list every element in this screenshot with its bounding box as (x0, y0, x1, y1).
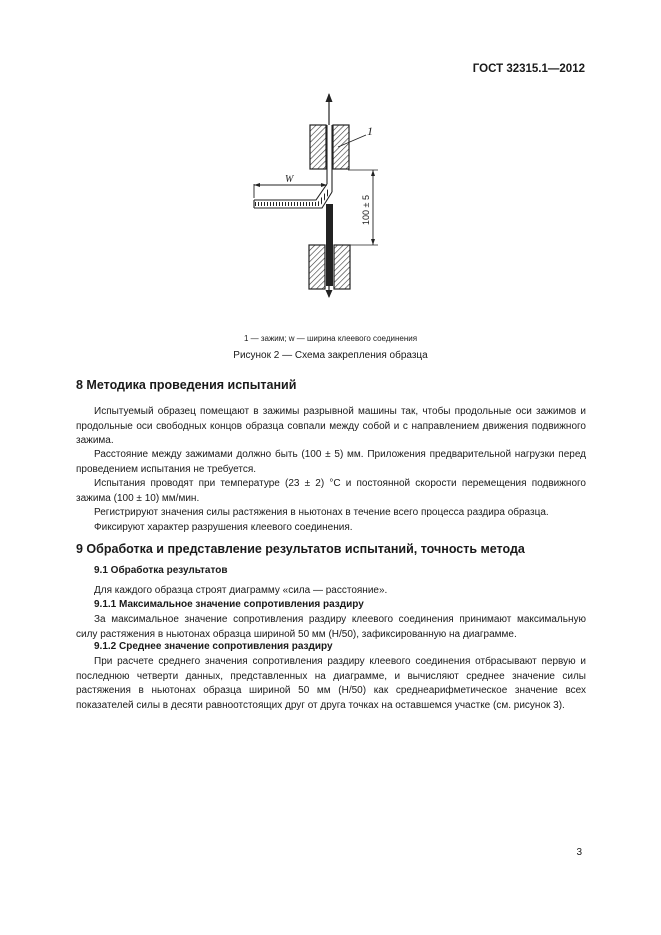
section-9-1-1-paragraph: За максимальное значение сопротивления раздиру клеевого соединения принимают максимальную силу растяжения в ньютонах образца шириной 50 мм (Н/50), зафиксированную на диаграмме. (76, 614, 586, 640)
section-8-paragraph-3: Испытания проводят при температуре (23 ± 2) °С и постоянной скорости перемещения подвижного зажима (100 ± 10) мм/мин. (76, 478, 586, 504)
section-9-1-2-heading: 9.1.2 Среднее значение сопротивления раздиру (94, 641, 333, 652)
figure-note: 1 — зажим; w — ширина клеевого соединения (243, 334, 418, 343)
section-8-paragraph-5: Фиксируют характер разрушения клеевого соединения. (94, 522, 353, 533)
section-8-heading: 8 Методика проведения испытаний (76, 378, 297, 392)
specimen-clamping-figure (230, 92, 410, 298)
horizontal-strip (254, 189, 330, 206)
bottom-clamp-left (309, 245, 325, 289)
top-clamp-right (333, 125, 349, 169)
clamp-label: 1 (367, 124, 373, 138)
section-9-1-1-heading: 9.1.1 Максимальное значение сопротивления раздиру (94, 599, 364, 610)
section-9-heading: 9 Обработка и представление результатов испытаний, точность метода (76, 542, 525, 556)
lower-specimen (326, 204, 333, 286)
bottom-arrowhead (326, 290, 333, 298)
top-clamp-left (310, 125, 326, 169)
bottom-clamp-right (334, 245, 350, 289)
section-9-1-paragraph: Для каждого образца строят диаграмму «сила — расстояние». (94, 585, 388, 596)
section-8-paragraph-2: Расстояние между зажимами должно быть (100 ± 5) мм. Приложения предварительной нагрузки перед проведением испытания не требуется. (76, 449, 586, 475)
distance-label: 100 ± 5 (361, 195, 371, 225)
width-label: W (285, 174, 294, 185)
figure-caption: Рисунок 2 — Схема закрепления образца (233, 350, 428, 361)
section-9-1-2-paragraph: При расчете среднего значения сопротивления раздиру клеевого соединения отбрасывают первую и последнюю четверти данных, представленных на диаграмме, и вычисляют среднее значение силы растяжения в ньютонах образца шириной 50 мм (Н/50) как среднеарифметическое значение всех показателей силы в десяти равноотстоящих друг от друга точках на оставшемся участке (см. рисунок 3). (76, 656, 586, 711)
section-9-1-heading: 9.1 Обработка результатов (94, 565, 228, 576)
section-8-paragraph-4: Регистрируют значения силы растяжения в ньютонах в течение всего процесса раздира образца. (94, 507, 549, 518)
standard-code: ГОСТ 32315.1—2012 (472, 63, 585, 75)
top-arrowhead (326, 93, 333, 102)
section-8-paragraph-1: Испытуемый образец помещают в зажимы разрывной машины так, чтобы продольные оси зажимов и продольные оси свободных концов образца совпали между собой и с направлением движения подвижного зажима. (76, 406, 586, 446)
page-number: 3 (576, 847, 582, 858)
